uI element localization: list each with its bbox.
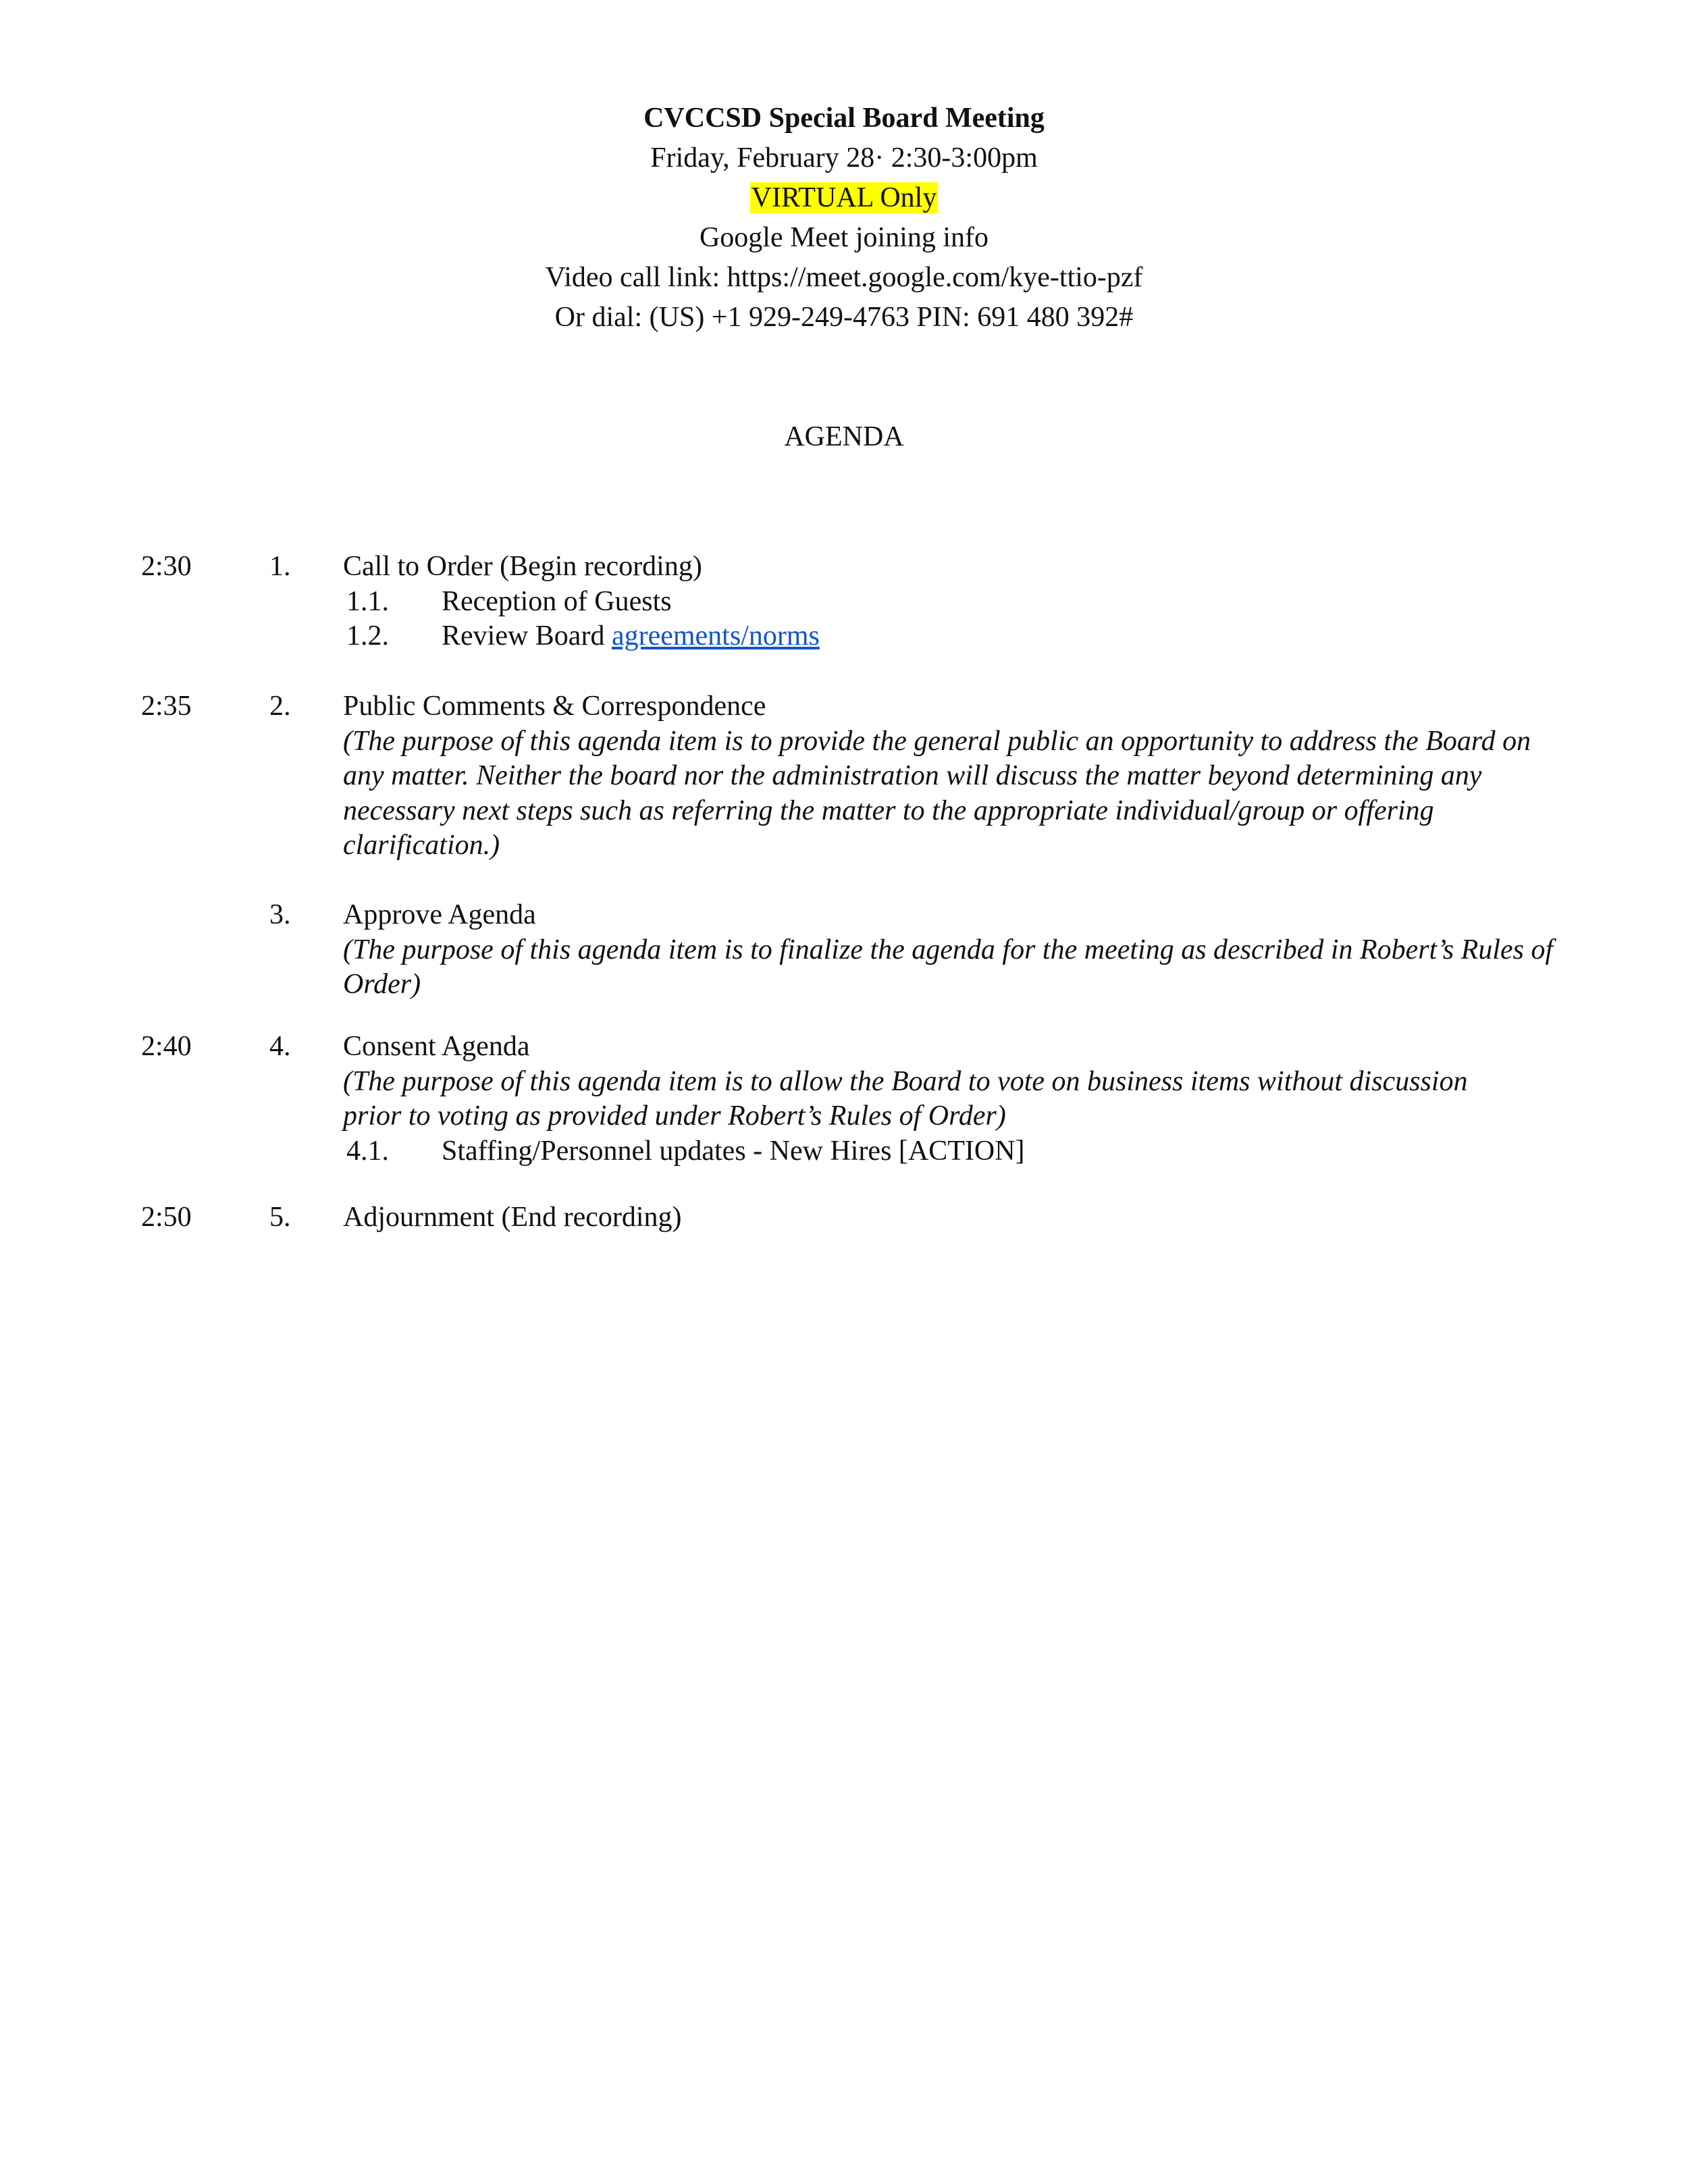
item-title: Public Comments & Correspondence	[343, 691, 766, 722]
item-time: 2:50	[141, 1202, 192, 1233]
subitem-1-2	[343, 619, 1558, 654]
item-title: Adjournment (End recording)	[343, 1202, 682, 1233]
agreements-norms-link[interactable]: agreements/norms	[611, 620, 820, 651]
item-title: Consent Agenda	[343, 1031, 530, 1062]
meeting-title: CVCCSD Special Board Meeting	[643, 103, 1045, 134]
subitem-label	[442, 619, 820, 654]
meet-joining-info: Google Meet joining info	[699, 222, 989, 253]
item-title: Call to Order (Begin recording)	[343, 551, 702, 582]
item-time: 2:35	[141, 691, 192, 722]
item-number: 2.	[269, 691, 291, 722]
virtual-only-highlight: VIRTUAL Only	[751, 182, 937, 213]
item-title: Approve Agenda	[343, 899, 536, 930]
item-description: (The purpose of this agenda item is to finalize the agenda for the meeting as described in Robert’s Rules of Order)	[343, 934, 1554, 1000]
subitem-1-1	[343, 585, 1558, 620]
subitem-number: 4.1.	[346, 1135, 389, 1167]
item-number: 1.	[269, 551, 291, 582]
subitem-number: 1.1.	[346, 585, 389, 617]
subitem-4-1	[343, 1134, 1558, 1169]
video-call-link[interactable]: Video call link: https://meet.google.com/kye-ttio-pzf	[545, 262, 1143, 293]
item-time: 2:30	[141, 551, 192, 582]
meeting-header	[0, 99, 1688, 338]
item-number: 3.	[269, 899, 291, 930]
item-description: (The purpose of this agenda item is to provide the general public an opportunity to address the Board on any matter. Neither the board nor the administration will discuss the matter beyond determining any necessary next steps such as referring the matter to the appropriate individual/group or offering clarification.)	[343, 725, 1531, 861]
subitem-label-text: Review Board	[442, 620, 605, 651]
item-time: 2:40	[141, 1031, 192, 1062]
item-number: 5.	[269, 1202, 291, 1233]
subitem-label: Reception of Guests	[442, 585, 672, 617]
meeting-datetime: Friday, February 28· 2:30-3:00pm	[650, 142, 1038, 174]
agenda-heading: AGENDA	[784, 421, 904, 452]
item-number: 4.	[269, 1031, 291, 1062]
subitem-label: Staffing/Personnel updates - New Hires [ACTION]	[442, 1135, 1025, 1167]
dial-in-info: Or dial: (US) +1 929-249-4763 PIN: 691 480 392#	[554, 302, 1134, 333]
item-description: (The purpose of this agenda item is to allow the Board to vote on business items without discussion prior to voting as provided under Robert’s Rules of Order)	[343, 1065, 1468, 1131]
subitem-number: 1.2.	[346, 620, 389, 651]
